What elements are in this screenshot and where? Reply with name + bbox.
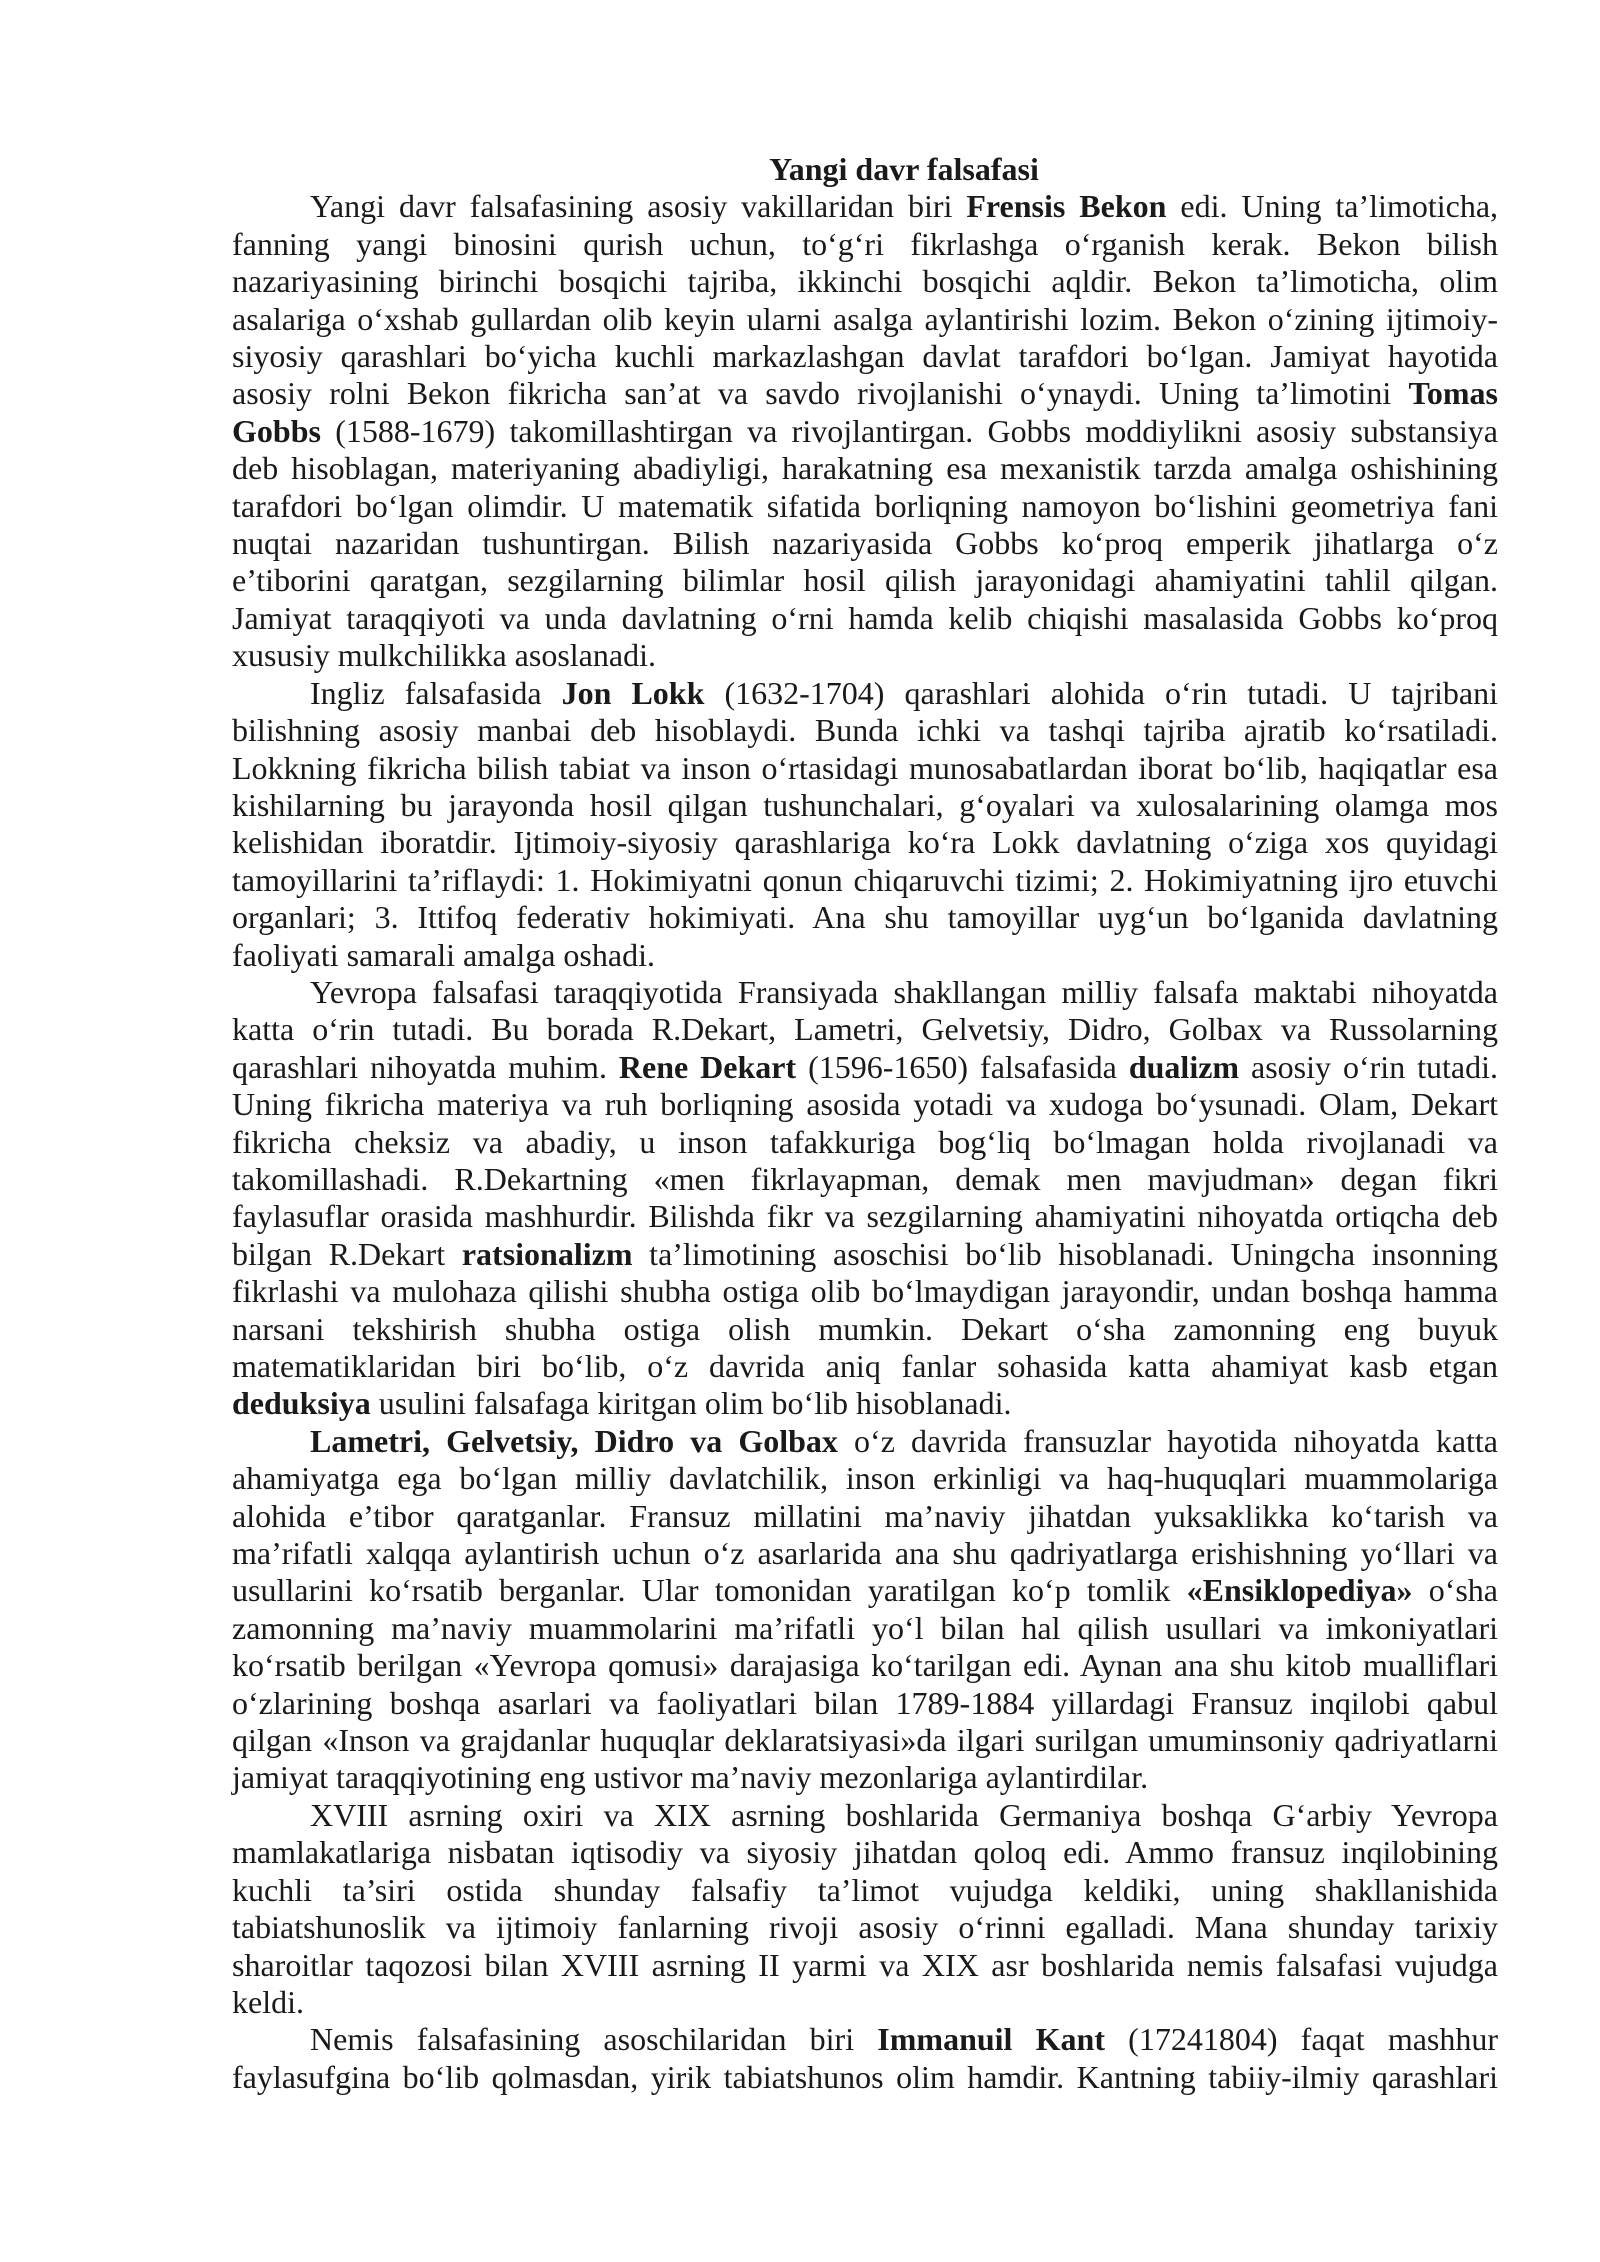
bold-term: Lametri, Gelvetsiy, Didro va Golbax bbox=[310, 1422, 838, 1459]
bold-term: Tomas bbox=[1408, 375, 1498, 412]
text-line: tarafdori bo‘lgan olimdir. U matematik sifatida borliqning namoyon bo‘lishini geometriya fani bbox=[232, 487, 1498, 524]
document-title: Yangi davr falsafasi bbox=[769, 151, 1039, 187]
bold-term: ratsionalizm bbox=[461, 1235, 633, 1272]
text-line: nazariyasining birinchi bosqichi tajriba, ikkinchi bosqichi aqldir. Bekon ta’limoticha, olim bbox=[232, 263, 1498, 300]
text-line bbox=[232, 413, 1498, 450]
bold-term: Frensis Bekon bbox=[966, 188, 1167, 225]
text-segment: usulini falsafaga kiritgan olim bo‘lib hisoblanadi. bbox=[370, 1385, 1012, 1422]
text-line bbox=[232, 188, 1498, 225]
paragraph bbox=[232, 675, 1498, 974]
text-line: alohida e’tibor qaratganlar. Fransuz millatini ma’naviy jihatdan yuksaklikka ko‘tarish va bbox=[232, 1497, 1498, 1534]
text-line: katta o‘rin tutadi. Bu borada R.Dekart, Lametri, Gelvetsiy, Didro, Golbax va Russolarning bbox=[232, 1011, 1498, 1048]
text-line: takomillashadi. R.Dekartning «men fikrlayapman, demak men mavjudman» degan fikri bbox=[232, 1160, 1498, 1197]
text-line: tabiatshunoslik va ijtimoiy fanlarning rivoji asosiy o‘rinni egalladi. Mana shunday tarixiy bbox=[232, 1909, 1498, 1946]
text-line bbox=[232, 1236, 1498, 1273]
text-line bbox=[232, 675, 1498, 712]
text-line: deb hisoblagan, materiyaning abadiyligi, harakatning esa mexanistik tarzda amalga oshishining bbox=[232, 450, 1498, 487]
document-page bbox=[232, 151, 1498, 2096]
paragraph bbox=[232, 974, 1498, 1423]
text-line: mamlakatlariga nisbatan iqtisodiy va siyosiy jihatdan qoloq edi. Ammo fransuz inqilobining bbox=[232, 1834, 1498, 1871]
text-segment: Nemis falsafasining asoschilaridan biri bbox=[310, 2021, 878, 2058]
text-line: nuqtai nazaridan tushuntirgan. Bilish nazariyasida Gobbs ko‘proq emperik jihatlarga o‘z bbox=[232, 525, 1498, 562]
text-line: tamoyillarini ta’riflaydi: 1. Hokimiyatni qonun chiqaruvchi tizimi; 2. Hokimiyatning ijro etuvchi bbox=[232, 861, 1498, 898]
text-line: siyosiy qarashlari bo‘yicha kuchli markazlashgan davlat tarafdori bo‘lgan. Jamiyat hayotida bbox=[232, 338, 1498, 375]
bold-term: deduksiya bbox=[232, 1385, 371, 1422]
text-line: keldi. bbox=[232, 1983, 304, 2020]
text-line: qilgan «Inson va grajdanlar huquqlar deklaratsiyasi»da ilgari surilgan umuminsoniy qadriyatlarni bbox=[232, 1722, 1498, 1759]
text-line: bilishning asosiy manbai deb hisoblaydi. Bunda ichki va tashqi tajriba ajratib ko‘rsatiladi. bbox=[232, 712, 1498, 749]
text-line: Lokkning fikricha bilish tabiat va inson o‘rtasidagi munosabatlardan iborat bo‘lib, haqiqatlar esa bbox=[232, 749, 1498, 786]
text-segment: qarashlari nihoyatda muhim. bbox=[232, 1048, 619, 1085]
text-line bbox=[232, 1423, 1498, 1460]
text-line: jamiyat taraqqiyotining eng ustivor ma’naviy mezonlariga aylantirdilar. bbox=[232, 1759, 1149, 1796]
text-line: e’tiborini qaratgan, sezgilarning bilimlar hosil qilish jarayonidagi ahamiyatini tahlil qilgan. bbox=[232, 562, 1498, 599]
text-line bbox=[232, 1385, 1498, 1422]
text-segment: (17241804) faqat mashhur bbox=[1104, 2021, 1499, 2058]
text-line: xususiy mulkchilikka asoslanadi. bbox=[232, 637, 656, 674]
text-line: sharoitlar taqozosi bilan XVIII asrning II yarmi va XIX asr boshlarida nemis falsafasi vujudga bbox=[232, 1946, 1498, 1983]
bold-term: Jon Lokk bbox=[561, 674, 705, 711]
text-line: ahamiyatga ega bo‘lgan milliy davlatchilik, inson erkinligi va haq-huquqlari muammolariga bbox=[232, 1460, 1498, 1497]
bold-term: Rene Dekart bbox=[618, 1048, 797, 1085]
text-line: XVIII asrning oxiri va XIX asrning boshlarida Germaniya boshqa G‘arbiy Yevropa bbox=[310, 1796, 1498, 1833]
paragraph bbox=[232, 188, 1498, 674]
text-line: Jamiyat taraqqiyoti va unda davlatning o‘rni hamda kelib chiqishi masalasida Gobbs ko‘proq bbox=[232, 599, 1498, 636]
bold-term: Immanuil Kant bbox=[877, 2021, 1105, 2058]
text-line: faoliyati samarali amalga oshadi. bbox=[232, 936, 655, 973]
text-line bbox=[232, 1572, 1498, 1609]
text-segment: (1632-1704) qarashlari alohida o‘rin tutadi. U tajribani bbox=[704, 674, 1499, 711]
text-segment: asosiy o‘rin tutadi. bbox=[1239, 1048, 1499, 1085]
text-segment: o‘sha bbox=[1412, 1572, 1499, 1609]
text-line: zamonning ma’naviy muammolarini ma’rifatli yo‘l bilan hal qilish usullari va imkoniyatlari bbox=[232, 1609, 1498, 1646]
text-segment: usullarini ko‘rsatib berganlar. Ular tomonidan yaratilgan ko‘p tomlik bbox=[232, 1572, 1187, 1609]
document-body bbox=[232, 188, 1498, 2096]
text-line: kelishidan iboratdir. Ijtimoiy-siyosiy qarashlariga ko‘ra Lokk davlatning o‘ziga xos quyidagi bbox=[232, 824, 1498, 861]
text-segment: edi. Uning ta’limoticha, bbox=[1166, 188, 1499, 225]
text-line: narsani tekshirish shubha ostiga olish mumkin. Dekart o‘sha zamonning eng buyuk bbox=[232, 1310, 1498, 1347]
text-line: organlari; 3. Ittifoq federativ hokimiyati. Ana shu tamoyillar uyg‘un bo‘lganida davlatning bbox=[232, 899, 1498, 936]
text-line bbox=[232, 375, 1498, 412]
paragraph bbox=[232, 2021, 1498, 2096]
text-line bbox=[232, 1049, 1498, 1086]
text-segment: o‘z davrida fransuzlar hayotida nihoyatda katta bbox=[837, 1422, 1498, 1459]
text-line: asalariga o‘xshab gullardan olib keyin ularni asalga aylantirishi lozim. Bekon o‘zining ijtimoiy- bbox=[232, 300, 1498, 337]
bold-term: Gobbs bbox=[232, 412, 321, 449]
text-segment: ta’limotining asoschisi bo‘lib hisoblanadi. Uningcha insonning bbox=[632, 1235, 1499, 1272]
text-line: ma’rifatli xalqqa aylantirish uchun o‘z asarlarida ana shu qadriyatlarga erishishning yo‘llari va bbox=[232, 1535, 1498, 1572]
text-line: matematiklaridan biri bo‘lib, o‘z davrida aniq fanlar sohasida katta ahamiyat kasb etgan bbox=[232, 1348, 1498, 1384]
paragraph bbox=[232, 1797, 1498, 2021]
text-line: faylasuflar orasida mashhurdir. Bilishda fikr va sezgilarning ahamiyatini nihoyatda ortiqcha deb bbox=[232, 1198, 1498, 1235]
text-line: o‘zlarining boshqa asarlari va faoliyatlari bilan 1789-1884 yillardagi Fransuz inqilobi qabul bbox=[232, 1684, 1498, 1721]
text-line: kishilarning bu jarayonda hosil qilgan tushunchalari, g‘oyalari va xulosalarining olamga mos bbox=[232, 786, 1498, 823]
bold-term: «Ensiklopediya» bbox=[1186, 1572, 1413, 1609]
text-segment: bilgan R.Dekart bbox=[232, 1235, 462, 1272]
text-segment: Yangi davr falsafasining asosiy vakillaridan biri bbox=[310, 188, 967, 225]
text-line: fikricha cheksiz va abadiy, u inson tafakkuriga bog‘liq bo‘lmagan holda rivojlanadi va bbox=[232, 1123, 1498, 1160]
text-segment: asosiy rolni Bekon fikricha san’at va savdo rivojlanishi o‘ynaydi. Uning ta’limotini bbox=[232, 375, 1409, 412]
text-line: faylasufgina bo‘lib qolmasdan, yirik tabiatshunos olim hamdir. Kantning tabiiy-ilmiy qarashlari bbox=[232, 2058, 1498, 2095]
text-segment: Ingliz falsafasida bbox=[310, 674, 562, 711]
text-line: Yevropa falsafasi taraqqiyotida Fransiyada shakllangan milliy falsafa maktabi nihoyatda bbox=[310, 973, 1498, 1010]
bold-term: dualizm bbox=[1128, 1048, 1240, 1085]
text-line: Uning fikricha materiya va ruh borliqning asosida yotadi va xudoga bo‘ysunadi. Olam, Dekart bbox=[232, 1086, 1498, 1123]
text-line: ko‘rsatib berilgan «Yevropa qomusi» darajasiga ko‘tarilgan edi. Aynan ana shu kitob mualliflari bbox=[232, 1647, 1498, 1684]
text-line: kuchli ta’siri ostida shunday falsafiy ta’limot vujudga keldiki, uning shakllanishida bbox=[232, 1871, 1498, 1908]
text-segment: (1596-1650) falsafasida bbox=[796, 1048, 1129, 1085]
text-line: fikrlashi va mulohaza qilishi shubha ostiga olib bo‘lmaydigan jarayondir, undan boshqa hamma bbox=[232, 1273, 1498, 1310]
text-line: fanning yangi binosini qurish uchun, to‘g‘ri fikrlashga o‘rganish kerak. Bekon bilish bbox=[232, 225, 1498, 262]
paragraph bbox=[232, 1423, 1498, 1797]
text-segment: (1588-1679) takomillashtirgan va rivojlantirgan. Gobbs moddiylikni asosiy substansiya bbox=[320, 412, 1498, 449]
text-line bbox=[232, 2021, 1498, 2058]
